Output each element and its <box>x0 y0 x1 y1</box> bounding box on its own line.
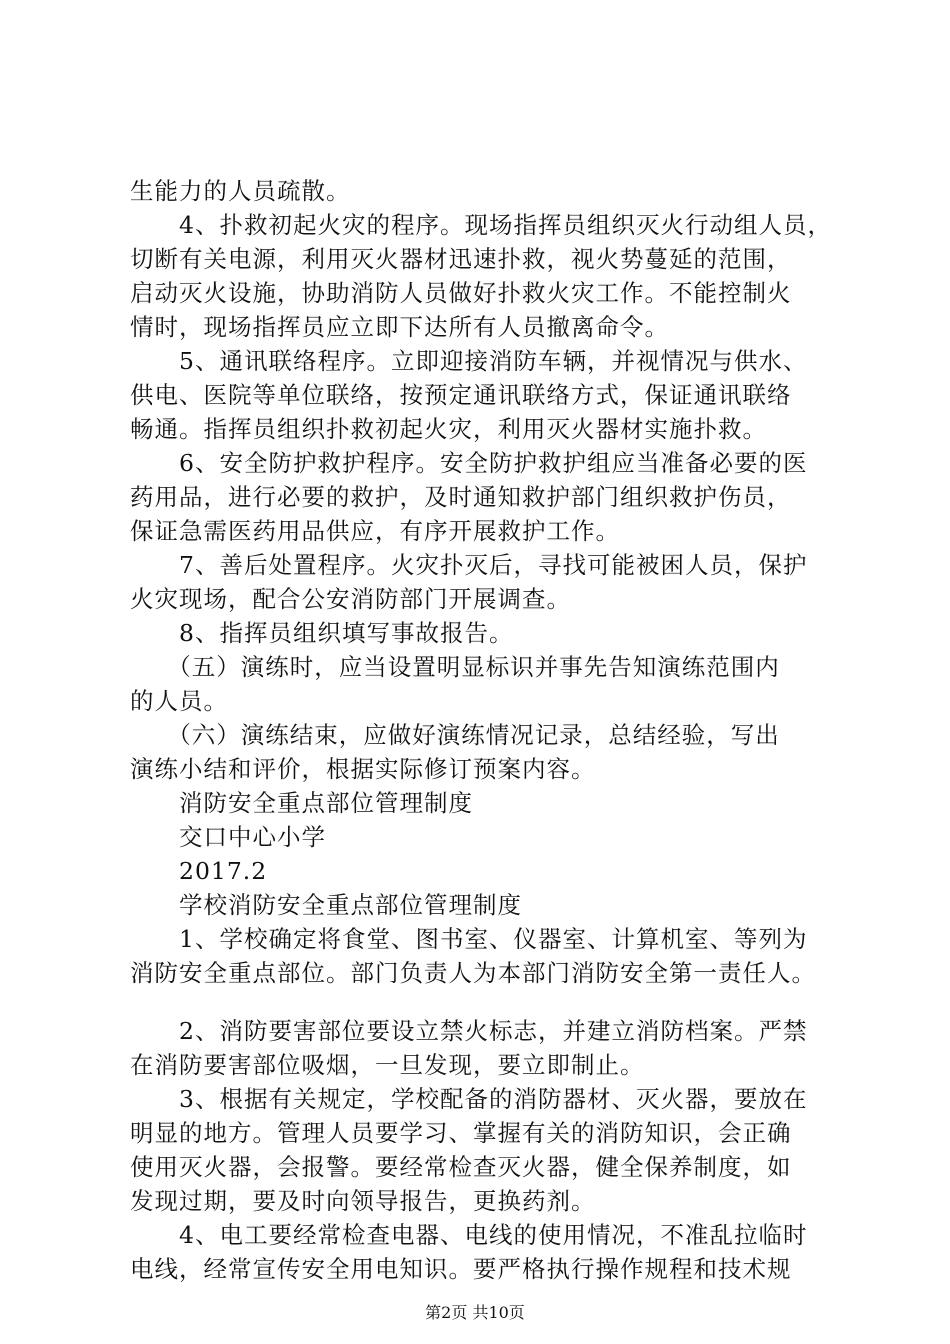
text-line: 使用灭火器，会报警。要经常检查灭火器，健全保养制度，如 <box>130 1153 792 1181</box>
section-title: 消防安全重点部位管理制度 <box>130 789 473 817</box>
text-line: 8、指挥员组织填写事故报告。 <box>130 619 514 647</box>
text-line: 在消防要害部位吸烟，一旦发现，要立即制止。 <box>130 1051 645 1079</box>
text-line: 5、通讯联络程序。立即迎接消防车辆，并视情况与供水、 <box>130 347 808 375</box>
text-line: 2、消防要害部位要设立禁火标志，并建立消防档案。严禁 <box>130 1017 808 1045</box>
text-line: 电线，经常宣传安全用电知识。要严格执行操作规程和技术规 <box>130 1255 792 1283</box>
text-line: 6、安全防护救护程序。安全防护救护组应当准备必要的医 <box>130 449 808 477</box>
text-line: 启动灭火设施，协助消防人员做好扑救火灾工作。不能控制火 <box>130 279 792 307</box>
text-line: 的人员。 <box>130 687 228 715</box>
text-line: 火灾现场，配合公安消防部门开展调查。 <box>130 585 571 613</box>
text-line: 发现过期，要及时向领导报告，更换药剂。 <box>130 1187 596 1215</box>
text-line: 7、善后处置程序。火灾扑灭后，寻找可能被困人员，保护 <box>130 551 808 579</box>
section-title: 学校消防安全重点部位管理制度 <box>130 891 522 919</box>
text-line: 药用品，进行必要的救护，及时通知救护部门组织救护伤员， <box>130 483 792 511</box>
text-line: （五）演练时，应当设置明显标识并事先告知演练范围内 <box>130 653 780 681</box>
text-line: 演练小结和评价，根据实际修订预案内容。 <box>130 755 596 783</box>
text-line: （六）演练结束，应做好演练情况记录，总结经验，写出 <box>130 721 780 749</box>
document-date: 2017.2 <box>130 857 268 885</box>
text-line: 3、根据有关规定，学校配备的消防器材、灭火器，要放在 <box>130 1085 808 1113</box>
text-line: 1、学校确定将食堂、图书室、仪器室、计算机室、等列为 <box>130 925 808 953</box>
text-line: 生能力的人员疏散。 <box>130 177 351 205</box>
page-footer: 第2页 共10页 <box>425 1303 525 1322</box>
text-line: 4、扑救初起火灾的程序。现场指挥员组织灭火行动组人员， <box>130 211 832 239</box>
text-line: 情时，现场指挥员应立即下达所有人员撤离命令。 <box>130 313 669 341</box>
text-line: 切断有关电源，利用灭火器材迅速扑救，视火势蔓延的范围， <box>130 245 792 273</box>
text-line: 消防安全重点部位。部门负责人为本部门消防安全第一责任人。 <box>130 959 816 987</box>
text-line: 供电、医院等单位联络，按预定通讯联络方式，保证通讯联络 <box>130 381 792 409</box>
text-line: 明显的地方。管理人员要学习、掌握有关的消防知识，会正确 <box>130 1119 792 1147</box>
text-line: 保证急需医药用品供应，有序开展救护工作。 <box>130 517 620 545</box>
text-line: 4、电工要经常检查电器、电线的使用情况，不准乱拉临时 <box>130 1221 808 1249</box>
text-line: 畅通。指挥员组织扑救初起火灾，利用灭火器材实施扑救。 <box>130 415 767 443</box>
school-name: 交口中心小学 <box>130 823 326 851</box>
